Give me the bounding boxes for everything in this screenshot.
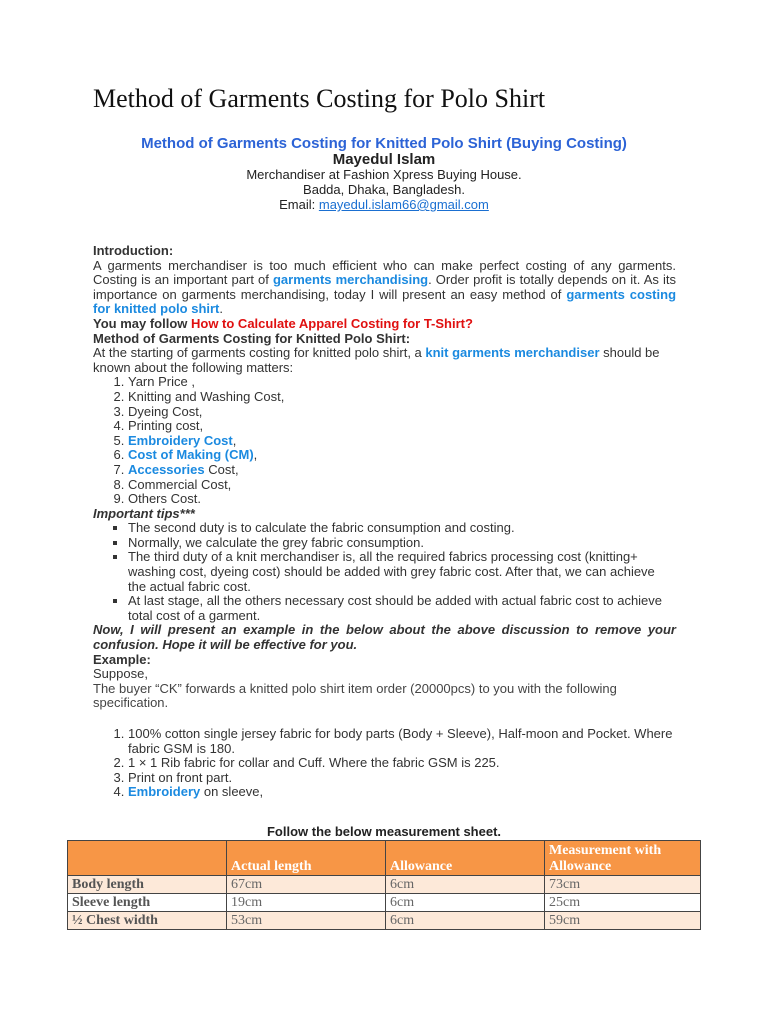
author-name: Mayedul Islam bbox=[332, 151, 436, 168]
measurement-table bbox=[67, 840, 701, 930]
table-row bbox=[68, 894, 701, 912]
list-item: 5. Embroidery Cost, bbox=[128, 434, 676, 449]
row-label: Body length bbox=[68, 876, 227, 894]
list-item: 8. Commercial Cost, bbox=[128, 478, 676, 493]
text: At the starting of garments costing for knitted polo shirt, a bbox=[93, 345, 426, 361]
follow-line bbox=[93, 317, 676, 332]
cell: 19cm bbox=[227, 894, 386, 912]
cell: 25cm bbox=[545, 894, 701, 912]
link-garments-costing[interactable]: garments costing for knitted polo shirt bbox=[93, 286, 677, 317]
table-row bbox=[68, 876, 701, 894]
author-email bbox=[0, 197, 768, 212]
cell: 59cm bbox=[545, 912, 701, 930]
list-item: 9. Others Cost. bbox=[128, 492, 676, 507]
email-link[interactable]: mayedul.islam66@gmail.com bbox=[318, 197, 489, 212]
table-caption: Follow the below measurement sheet. bbox=[266, 824, 502, 839]
buyer-paragraph: The buyer “CK” forwards a knitted polo shirt item order (20000pcs) to you with the following specification. bbox=[93, 680, 617, 711]
link-embroidery-cost[interactable]: Embroidery Cost bbox=[128, 432, 233, 448]
tips-list bbox=[93, 521, 676, 623]
list-item: 3. Dyeing Cost, bbox=[128, 405, 676, 420]
method-heading: Method of Garments Costing for Knitted Polo Shirt: bbox=[93, 330, 411, 346]
email-label: Email: bbox=[279, 197, 319, 212]
list-item: 4. Embroidery on sleeve, bbox=[128, 785, 676, 800]
author-role: Merchandiser at Fashion Xpress Buying House. bbox=[246, 167, 522, 182]
cell: 6cm bbox=[386, 876, 545, 894]
text: . Order profit is totally depends on it. As its importance on garments merchandising, today I will present an easy method of bbox=[93, 272, 676, 302]
cell: 6cm bbox=[386, 894, 545, 912]
list-item: ▪ Normally, we calculate the grey fabric consumption. bbox=[128, 536, 676, 551]
table-header-row bbox=[68, 841, 701, 876]
cell: 67cm bbox=[227, 876, 386, 894]
link-knit-merchandiser[interactable]: knit garments merchandiser bbox=[425, 345, 600, 361]
example-intro: Now, I will present an example in the below about the above discussion to remove your confusion. Hope it will be effective for you. bbox=[93, 622, 676, 653]
list-item: ▪ The third duty of a knit merchandiser is, all the required fabrics processing cost (knitting+ washing cost, dyeing cost) should be added with grey fabric cost. After that, we can achieve the actual fabric cost. bbox=[128, 550, 676, 594]
link-accessories[interactable]: Accessories bbox=[128, 461, 205, 477]
subtitle: Method of Garments Costing for Knitted Polo Shirt (Buying Costing) bbox=[141, 135, 627, 152]
list-item: 7. Accessories Cost, bbox=[128, 463, 676, 478]
list-item: 1. 100% cotton single jersey fabric for body parts (Body + Sleeve), Half-moon and Pocket. Where fabric GSM is 180. bbox=[128, 727, 676, 756]
intro-paragraph bbox=[93, 259, 676, 317]
intro-heading: Introduction: bbox=[93, 243, 174, 258]
list-item: 2. Knitting and Washing Cost, bbox=[128, 390, 676, 405]
list-item: 4. Printing cost, bbox=[128, 419, 676, 434]
suppose-text: Suppose, bbox=[93, 666, 148, 682]
cell: 73cm bbox=[545, 876, 701, 894]
column-header: Measurement with Allowance bbox=[545, 841, 701, 876]
link-tshirt-costing[interactable]: How to Calculate Apparel Costing for T-Shirt? bbox=[191, 315, 473, 331]
author-location: Badda, Dhaka, Bangladesh. bbox=[303, 182, 465, 197]
row-label: ½ Chest width bbox=[68, 912, 227, 930]
matters-list bbox=[93, 375, 676, 506]
text: A garments merchandiser is too much efficient who can make perfect costing of any garments. Costing is an important part of bbox=[93, 257, 676, 288]
list-item: 1. Yarn Price , bbox=[128, 375, 676, 390]
list-item: ▪ At last stage, all the others necessary cost should be added with actual fabric cost to achieve total cost of a garment. bbox=[128, 594, 676, 623]
author-info bbox=[0, 167, 768, 212]
link-cost-of-making[interactable]: Cost of Making (CM) bbox=[128, 447, 254, 463]
list-item: 3. Print on front part. bbox=[128, 771, 676, 786]
article-body bbox=[93, 244, 676, 800]
table-row bbox=[68, 912, 701, 930]
text: should be known about the following matters: bbox=[93, 345, 660, 375]
text: . bbox=[219, 301, 224, 317]
link-garments-merchandising[interactable]: garments merchandising bbox=[272, 272, 429, 288]
column-header bbox=[68, 841, 227, 876]
cell: 53cm bbox=[227, 912, 386, 930]
column-header: Actual length bbox=[227, 841, 386, 876]
cell: 6cm bbox=[386, 912, 545, 930]
example-heading: Example: bbox=[93, 651, 151, 667]
page-title: Method of Garments Costing for Polo Shirt bbox=[93, 84, 546, 113]
link-embroidery[interactable]: Embroidery bbox=[128, 784, 201, 800]
tips-heading: Important tips*** bbox=[93, 505, 195, 521]
list-item: 2. 1 × 1 Rib fabric for collar and Cuff. Where the fabric GSM is 225. bbox=[128, 756, 676, 771]
method-paragraph bbox=[93, 346, 676, 375]
row-label: Sleeve length bbox=[68, 894, 227, 912]
list-item: ▪ The second duty is to calculate the fabric consumption and costing. bbox=[128, 521, 676, 536]
spec-list bbox=[93, 727, 676, 800]
list-item: 6. Cost of Making (CM), bbox=[128, 448, 676, 463]
column-header: Allowance bbox=[386, 841, 545, 876]
text: You may follow bbox=[93, 315, 191, 331]
